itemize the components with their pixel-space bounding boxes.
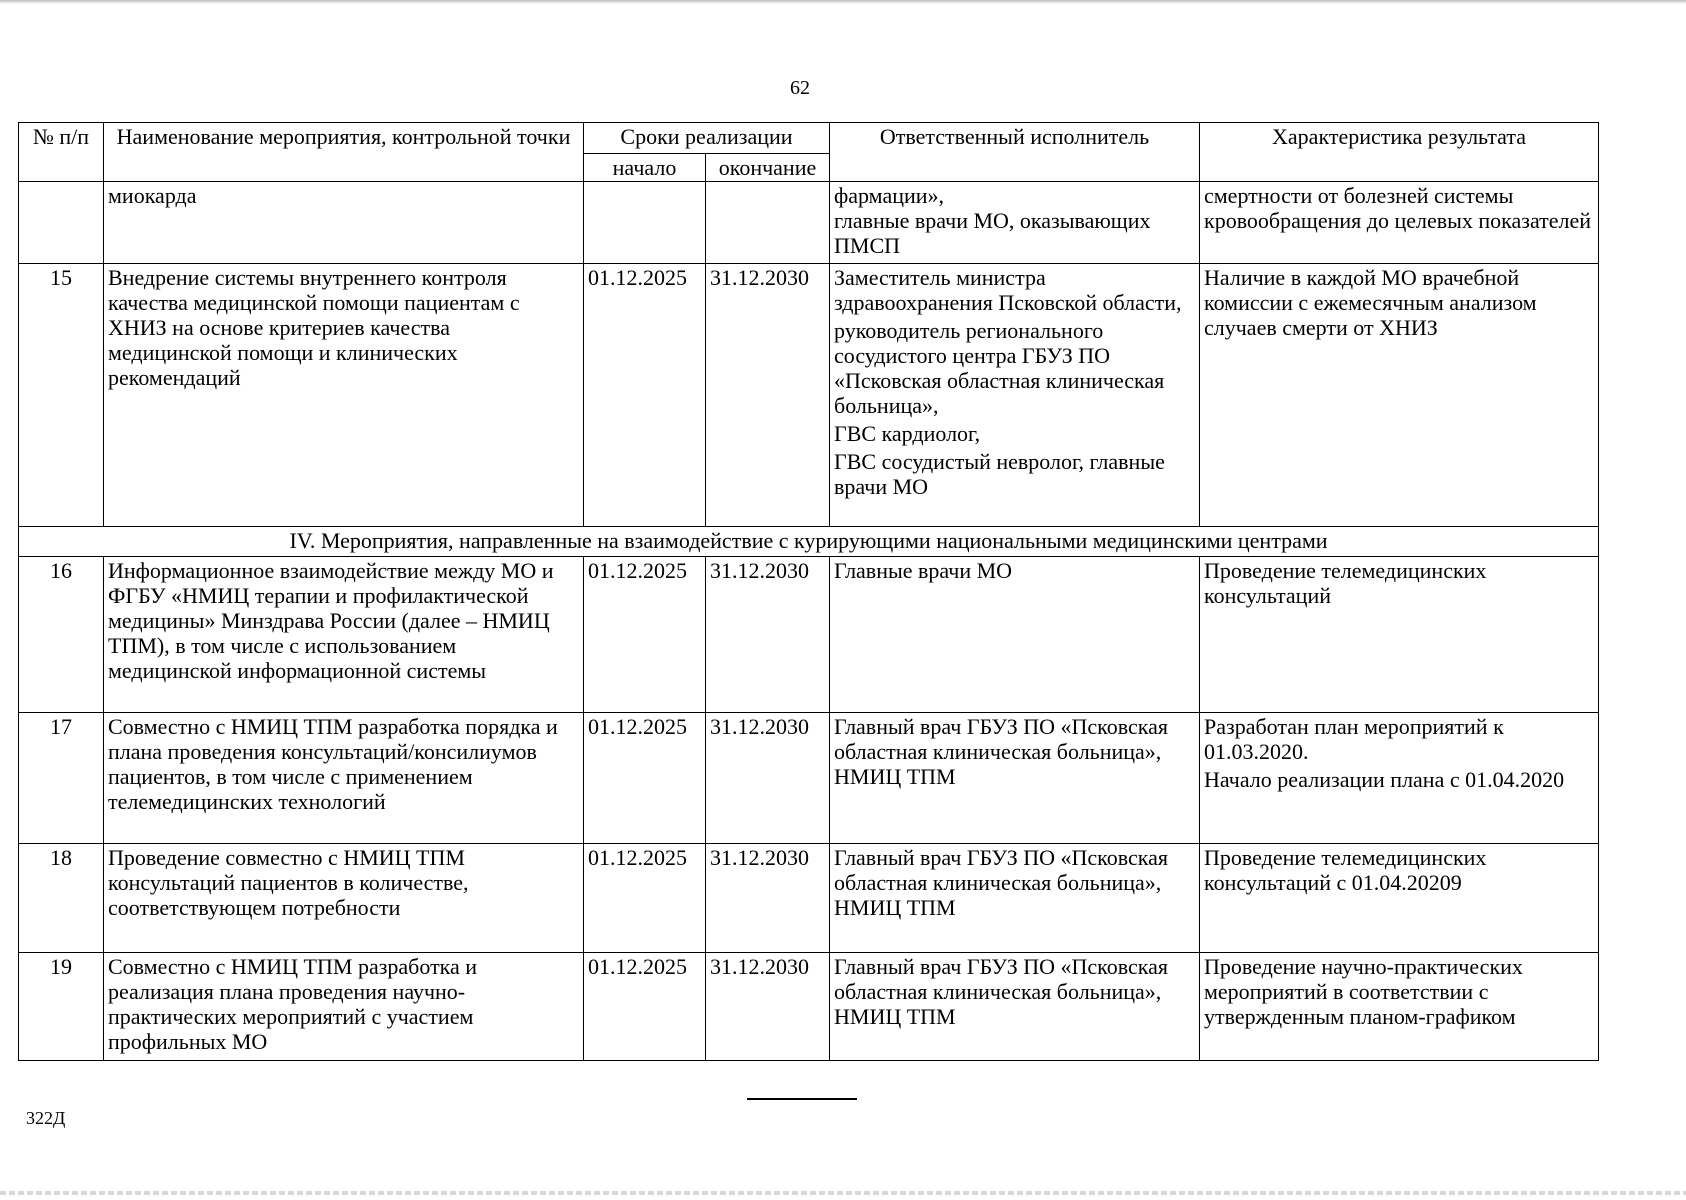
row-executor <box>830 182 1200 264</box>
executor-line: НМИЦ ТПМ <box>834 895 956 920</box>
header-executor: Ответственный исполнитель <box>830 123 1200 182</box>
row-executor <box>830 713 1200 844</box>
executor-line: Главный врач ГБУЗ ПО «Псковская областная клиническая больница», <box>834 714 1169 764</box>
row-result <box>1200 953 1599 1061</box>
header-num: № п/п <box>19 123 104 182</box>
row-result <box>1200 844 1599 953</box>
row-start: 01.12.2025 <box>584 557 706 713</box>
row-result <box>1200 713 1599 844</box>
executor-line: НМИЦ ТПМ <box>834 1004 956 1029</box>
table-row-17 <box>19 713 1599 844</box>
row-result <box>1200 557 1599 713</box>
row-start: 01.12.2025 <box>584 953 706 1061</box>
row-executor <box>830 264 1200 527</box>
executor-line: фармации», <box>834 183 945 208</box>
row-executor <box>830 844 1200 953</box>
section-row <box>19 527 1599 557</box>
document-code: 322Д <box>26 1108 66 1128</box>
header-result: Характеристика результата <box>1200 123 1599 182</box>
page-number: 62 <box>790 77 810 99</box>
table-row-15 <box>19 264 1599 527</box>
row-executor <box>830 557 1200 713</box>
row-num: 15 <box>19 264 104 527</box>
header-start: начало <box>584 154 706 182</box>
row-executor <box>830 953 1200 1061</box>
executor-line: ГВС сосудистый невролог, главные врачи МО <box>834 449 1165 499</box>
table-row-19 <box>19 953 1599 1061</box>
row-name: Внедрение системы внутреннего контроля качества медицинской помощи пациентам с ХНИЗ на основе критериев качества медицинской помощи и клинических рекомендаций <box>104 264 584 527</box>
row-num <box>19 182 104 264</box>
activities-table <box>18 122 1599 1061</box>
row-end: 31.12.2030 <box>706 844 830 953</box>
executor-line: Главные врачи МО <box>834 558 1013 583</box>
section-heading: IV. Мероприятия, направленные на взаимодействие с курирующими национальными медицинскими центрами <box>19 527 1599 557</box>
table-row-16 <box>19 557 1599 713</box>
executor-line: Заместитель министра здравоохранения Псковской области, <box>834 265 1182 315</box>
row-num: 16 <box>19 557 104 713</box>
executor-line: Главный врач ГБУЗ ПО «Псковская областная клиническая больница», <box>834 954 1169 1004</box>
row-name: миокарда <box>104 182 584 264</box>
row-start: 01.12.2025 <box>584 264 706 527</box>
row-start: 01.12.2025 <box>584 713 706 844</box>
scan-edge-bottom <box>0 1191 1686 1195</box>
row-name: Совместно с НМИЦ ТПМ разработка порядка и плана проведения консультаций/консилиумов пациентов, в том числе с применением телемедицинских технологий <box>104 713 584 844</box>
row-end: 31.12.2030 <box>706 953 830 1061</box>
executor-line: руководитель регионального сосудистого центра ГБУЗ ПО «Псковская областная клиническая больница», <box>834 318 1165 418</box>
executor-line: НМИЦ ТПМ <box>834 764 956 789</box>
footer-rule <box>747 1098 857 1100</box>
row-end: 31.12.2030 <box>706 264 830 527</box>
header-name: Наименование мероприятия, контрольной точки <box>104 123 584 182</box>
row-result <box>1200 182 1599 264</box>
row-num: 18 <box>19 844 104 953</box>
result-line: Проведение научно-практических мероприятий в соответствии с утвержденным планом-графиком <box>1204 954 1523 1029</box>
executor-line: ГВС кардиолог, <box>834 421 981 446</box>
header-row <box>19 123 1599 154</box>
row-result <box>1200 264 1599 527</box>
scan-edge-top <box>0 0 1686 4</box>
executor-line: главные врачи МО, оказывающих ПМСП <box>834 208 1151 258</box>
row-name: Проведение совместно с НМИЦ ТПМ консультаций пациентов в количестве, соответствующем потребности <box>104 844 584 953</box>
row-start <box>584 182 706 264</box>
result-line: Проведение телемедицинских консультаций с 01.04.20209 <box>1204 845 1487 895</box>
row-name: Информационное взаимодействие между МО и ФГБУ «НМИЦ терапии и профилактической медицины» Минздрава России (далее – НМИЦ ТПМ), в том числе с использованием медицинской информационной системы <box>104 557 584 713</box>
row-start: 01.12.2025 <box>584 844 706 953</box>
result-line: смертности от болезней системы кровообращения до целевых показателей <box>1204 183 1592 233</box>
executor-line: Главный врач ГБУЗ ПО «Псковская областная клиническая больница», <box>834 845 1169 895</box>
header-end: окончание <box>706 154 830 182</box>
result-line: Проведение телемедицинских консультаций <box>1204 558 1487 608</box>
row-num: 19 <box>19 953 104 1061</box>
result-line: Начало реализации плана с 01.04.2020 <box>1204 767 1565 792</box>
row-name: Совместно с НМИЦ ТПМ разработка и реализация плана проведения научно-практических мероприятий с участием профильных МО <box>104 953 584 1061</box>
table-row-18 <box>19 844 1599 953</box>
result-line: Разработан план мероприятий к 01.03.2020. <box>1204 714 1504 764</box>
row-end: 31.12.2030 <box>706 557 830 713</box>
row-num: 17 <box>19 713 104 844</box>
row-end: 31.12.2030 <box>706 713 830 844</box>
table-row-continuation <box>19 182 1599 264</box>
header-terms: Сроки реализации <box>584 123 830 154</box>
row-end <box>706 182 830 264</box>
result-line: Наличие в каждой МО врачебной комиссии с ежемесячным анализом случаев смерти от ХНИЗ <box>1204 265 1537 340</box>
